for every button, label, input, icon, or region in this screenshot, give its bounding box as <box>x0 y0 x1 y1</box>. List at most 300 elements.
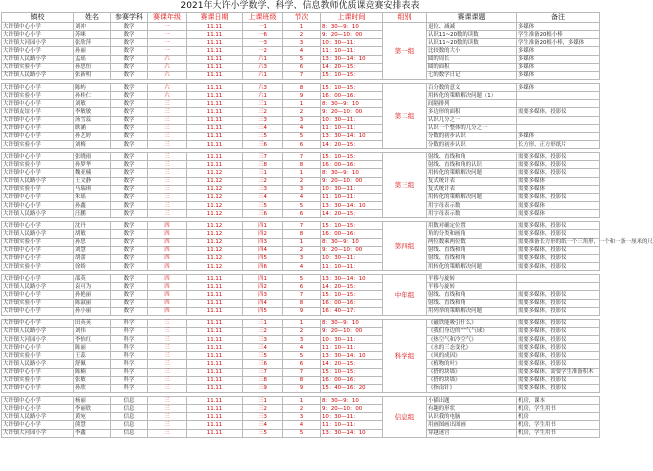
table-cell: 退位、减减 <box>427 23 517 31</box>
table-cell: 田英英 <box>74 319 111 327</box>
table-cell: 分数的初步认识 <box>427 140 517 148</box>
table-cell: 认识11~20数的读数 <box>427 31 517 39</box>
schedule-table <box>1 12 653 438</box>
table-cell: 8 <box>283 83 321 91</box>
table-cell: 科学 <box>111 376 148 384</box>
table-cell: 11.11 <box>187 140 243 148</box>
table-cell: 机房，课本 <box>517 397 600 405</box>
table-cell: 三1 <box>243 169 283 177</box>
table-cell: 长方形、正方形纸片 <box>517 140 600 148</box>
table-cell: 三5 <box>243 201 283 209</box>
table-cell: 用转化的策略解决问题 <box>427 193 517 201</box>
table-cell: 陈淑丽 <box>74 299 111 307</box>
table-cell: 9：20—10：00 <box>321 177 383 185</box>
table-cell: 信息 <box>111 405 148 413</box>
table-row <box>2 397 600 405</box>
table-cell: 张欣萍 <box>74 39 111 47</box>
table-cell: 朱瑶 <box>74 193 111 201</box>
group-label: 第三组 <box>383 153 427 218</box>
table-cell: 8 <box>283 161 321 169</box>
table-row <box>2 360 600 368</box>
table-cell: 数学 <box>111 108 148 116</box>
table-cell: 8：30—9：10 <box>321 397 383 405</box>
table-cell: 孙艺婷 <box>74 132 111 140</box>
table-cell: 15：10—15： <box>321 83 383 91</box>
table-row <box>2 384 600 392</box>
table-cell: 大许镇人民路小学 <box>2 55 74 63</box>
table-cell: 大许镇中心小学 <box>2 222 74 230</box>
table-cell: 用转化的策略解决问题 <box>427 169 517 177</box>
table-cell: 穿越迷宫 <box>427 429 517 437</box>
table-cell: 14：20—15： <box>321 63 383 71</box>
table-cell: 科学 <box>111 384 148 392</box>
table-cell: 数学 <box>111 55 148 63</box>
table-cell: 比较数的大小 <box>427 47 517 55</box>
table-cell: 13：30—14：10 <box>321 275 383 283</box>
table-cell: 大许镇实验小学 <box>2 299 74 307</box>
table-cell: 11.11 <box>187 405 243 413</box>
table-cell: 1 <box>283 169 321 177</box>
table-cell: 需要多媒体，投影仪 <box>517 299 600 307</box>
table-cell: 大许镇实验小学 <box>2 262 74 270</box>
table-row <box>2 246 600 254</box>
table-cell: 大许镇人民路小学 <box>2 327 74 335</box>
table-cell: 六1 <box>243 71 283 79</box>
table-row <box>2 153 600 161</box>
table-cell: 11.12 <box>187 185 243 193</box>
table-cell: 数学 <box>111 116 148 124</box>
table-cell: 数学 <box>111 83 148 91</box>
table-row <box>2 193 600 201</box>
table-cell: 三 <box>148 413 187 421</box>
table-cell: 11.11 <box>187 376 243 384</box>
table-row <box>2 108 600 116</box>
table-row <box>2 201 600 209</box>
table-cell: 7 <box>283 368 321 376</box>
table-cell: 三3 <box>243 413 283 421</box>
table-row <box>2 429 600 437</box>
table-cell: 六 <box>148 92 187 100</box>
table-cell: 杨丽 <box>74 397 111 405</box>
table-cell: 三6 <box>243 210 283 218</box>
table-cell: 需要多媒体，投影仪 <box>517 246 600 254</box>
table-cell: 黄宛 <box>74 413 111 421</box>
table-cell: 7 <box>283 153 321 161</box>
table-cell: 11：10—11： <box>321 421 383 429</box>
table-cell: 需要多媒体，投影仪 <box>517 307 600 315</box>
table-cell <box>517 124 600 132</box>
table-cell: 11.12 <box>187 201 243 209</box>
table-cell: 大许镇人民路小学 <box>2 230 74 238</box>
table-cell: 6 <box>283 63 321 71</box>
table-cell: 六1 <box>243 55 283 63</box>
table-cell: 3 <box>283 39 321 47</box>
table-cell: 三 <box>148 116 187 124</box>
table-cell: 三 <box>148 153 187 161</box>
table-cell: 11.11 <box>187 368 243 376</box>
table-cell: 分数的初步认识 <box>427 132 517 140</box>
table-cell: 四 <box>148 238 187 246</box>
table-cell: 大许镇中心小学 <box>2 254 74 262</box>
table-cell: 14：20—15： <box>321 360 383 368</box>
table-cell: 大许镇中心小学 <box>2 31 74 39</box>
table-cell: 一 <box>148 31 187 39</box>
table-cell: 数学 <box>111 23 148 31</box>
table-cell: 四2 <box>243 283 283 291</box>
table-cell: 汪鹏 <box>74 210 111 218</box>
table-cell: 四 <box>148 275 187 283</box>
table-cell: 11.11 <box>187 83 243 91</box>
table-row <box>2 124 600 132</box>
table-cell: 9 <box>283 384 321 392</box>
table-cell: 多媒体 <box>517 23 600 31</box>
table-cell: 孙欣 <box>74 384 111 392</box>
table-cell: 孙桂仁 <box>74 92 111 100</box>
table-cell: 需要多媒体，投影仪 <box>517 291 600 299</box>
table-cell: 11.11 <box>187 55 243 63</box>
table-cell: 三1 <box>243 100 283 108</box>
table-cell: 5 <box>283 201 321 209</box>
table-cell: 需要多媒体，投影仪 <box>517 262 600 270</box>
table-row <box>2 177 600 185</box>
table-cell: 10：30—11： <box>321 39 383 47</box>
table-row <box>2 100 600 108</box>
table-cell: 一2 <box>243 47 283 55</box>
group-label: 第四组 <box>383 222 427 271</box>
table-cell: 大许镇实验小学 <box>2 140 74 148</box>
table-cell: 六3 <box>243 83 283 91</box>
table-cell: 需要多媒体，投影仪 <box>517 319 600 327</box>
table-cell: 陈屿 <box>74 83 111 91</box>
table-cell: 需要多媒体 <box>517 201 600 209</box>
table-cell: 11.11 <box>187 124 243 132</box>
table-cell: 11.11 <box>187 283 243 291</box>
table-cell: 三 <box>148 132 187 140</box>
table-cell: 科学 <box>111 344 148 352</box>
table-cell: 袁可为 <box>74 283 111 291</box>
table-cell: 信息 <box>111 429 148 437</box>
table-cell: 大许镇中心小学 <box>2 275 74 283</box>
table-cell: 9：20—10：00 <box>321 108 383 116</box>
table-cell: 多媒体 <box>517 47 600 55</box>
table-row <box>2 344 600 352</box>
table-cell: 大许镇大河园小学 <box>2 336 74 344</box>
table-cell: 数学 <box>111 132 148 140</box>
table-cell: 《植物的叶》 <box>427 360 517 368</box>
table-cell: 射线、直线和角 <box>427 291 517 299</box>
table-cell: 四 <box>148 307 187 315</box>
table-cell: 认识我的电脑 <box>427 413 517 421</box>
table-cell: 机房 <box>517 413 600 421</box>
table-cell: 数学 <box>111 230 148 238</box>
table-cell: 魏亚楠 <box>74 169 111 177</box>
table-cell: 《风的成因》 <box>427 352 517 360</box>
table-cell: 10：30—11： <box>321 413 383 421</box>
table-cell: 大许镇实验小学 <box>2 161 74 169</box>
table-row <box>2 39 600 47</box>
table-cell: 10：30—11： <box>321 116 383 124</box>
table-cell: 陈楠 <box>74 368 111 376</box>
table-row <box>2 291 600 299</box>
table-cell: 圆的周长 <box>427 55 517 63</box>
table-cell: 大许镇中心小学 <box>2 384 74 392</box>
table-cell: 用画图画出图画 <box>427 421 517 429</box>
table-cell: 11.11 <box>187 132 243 140</box>
table-cell: 大许镇人民路小学 <box>2 71 74 79</box>
table-cell: 三 <box>148 360 187 368</box>
table-cell: 14：20—15： <box>321 210 383 218</box>
table-cell <box>517 116 600 124</box>
table-cell: 苏咪 <box>74 31 111 39</box>
table-cell: 需要准备长方形的纸一个三角形，一个和一条一厘米的尺 <box>518 239 653 246</box>
table-cell: 学生准备20根小棒 <box>517 31 600 39</box>
table-cell: 大许镇中心小学 <box>2 23 74 31</box>
table-row <box>2 23 600 31</box>
table-cell: 《水的三态变化》 <box>427 344 517 352</box>
table-row <box>2 307 600 315</box>
table-cell: 3 <box>283 116 321 124</box>
table-cell: 《我们身边的“”气气球》 <box>427 327 517 335</box>
table-cell: 数学 <box>111 222 148 230</box>
table-cell: 6 <box>283 210 321 218</box>
table-cell: 孟瑶 <box>74 55 111 63</box>
table-cell: 8：30—9：10 <box>321 319 383 327</box>
table-cell: 三 <box>148 140 187 148</box>
table-cell: 四 <box>148 246 187 254</box>
table-cell: 11.11 <box>187 352 243 360</box>
table-cell: 刘冲 <box>74 23 111 31</box>
table-cell: 大许镇中心小学 <box>2 397 74 405</box>
table-cell: 大许镇人民路小学 <box>2 413 74 421</box>
table-cell <box>517 283 600 291</box>
table-cell: 四 <box>148 283 187 291</box>
table-cell: 大许镇中心小学 <box>2 124 74 132</box>
table-row <box>2 71 600 79</box>
table-cell: 《热空气和冷空气》 <box>427 336 517 344</box>
table-cell: 11.11 <box>187 63 243 71</box>
table-cell: 16：00—16： <box>321 92 383 100</box>
table-cell: 三 <box>148 429 187 437</box>
table-cell: 三2 <box>243 327 283 335</box>
column-header: 上课时间 <box>321 13 383 23</box>
table-cell: 信息 <box>111 421 148 429</box>
column-header: 赛课课题 <box>427 13 517 23</box>
table-cell: 11.11 <box>187 384 243 392</box>
table-row <box>2 116 600 124</box>
table-row <box>2 185 600 193</box>
table-cell: 三2 <box>243 108 283 116</box>
table-cell: 15：10—15： <box>321 291 383 299</box>
table-cell: 三 <box>148 161 187 169</box>
table-cell: 6 <box>283 360 321 368</box>
table-cell: 13：30—14：10 <box>321 352 383 360</box>
table-row <box>2 92 600 100</box>
table-cell: 需要多媒体，投影仪 <box>517 153 600 161</box>
table-cell: 科学 <box>111 327 148 335</box>
table-cell: 11.12 <box>187 262 243 270</box>
table-cell: 三3 <box>243 185 283 193</box>
table-row <box>2 230 600 238</box>
table-row <box>2 352 600 360</box>
table-cell: 数学 <box>111 193 148 201</box>
table-cell: 三4 <box>243 193 283 201</box>
column-header: 节次 <box>283 13 321 23</box>
table-cell: 大许镇实验小学 <box>2 376 74 384</box>
table-cell: 11.11 <box>187 307 243 315</box>
table-cell: 数学 <box>111 185 148 193</box>
table-cell: 5 <box>283 429 321 437</box>
table-cell: 大许镇实验小学 <box>2 63 74 71</box>
table-cell: 11：10—11： <box>321 193 383 201</box>
table-cell: 11.11 <box>187 344 243 352</box>
table-cell: 平移与旋转 <box>427 283 517 291</box>
table-cell: 16：00—16： <box>321 299 383 307</box>
table-cell: 三 <box>148 185 187 193</box>
table-cell: 数学 <box>111 100 148 108</box>
table-cell: 王蕊 <box>74 352 111 360</box>
table-cell: 射线、直线和角 <box>427 246 517 254</box>
table-cell: 11：10—11： <box>321 262 383 270</box>
table-cell: 11：10—11： <box>321 47 383 55</box>
table-cell: 13：30—14：10 <box>321 132 383 140</box>
table-cell: 1 <box>283 100 321 108</box>
table-cell: 大许镇实验小学 <box>2 92 74 100</box>
table-cell: 王文静 <box>74 177 111 185</box>
table-cell: 刘慧 <box>74 246 111 254</box>
table-cell: 数学 <box>111 177 148 185</box>
table-cell <box>517 100 600 108</box>
table-cell: 8 <box>283 376 321 384</box>
table-cell: 1 <box>283 397 321 405</box>
table-cell: 三7 <box>243 368 283 376</box>
table-cell: 三 <box>148 177 187 185</box>
group-label: 信息组 <box>383 397 427 438</box>
table-cell: 《指南针》 <box>427 384 517 392</box>
table-cell: 4 <box>283 421 321 429</box>
table-cell: 3 <box>283 413 321 421</box>
table-row <box>2 368 600 376</box>
table-cell: 11.12 <box>187 246 243 254</box>
table-cell: 射线、直线和角 <box>427 299 517 307</box>
table-cell: 马瑞琪 <box>74 185 111 193</box>
table-cell: 小猫出题 <box>427 397 517 405</box>
table-cell: 11.11 <box>187 31 243 39</box>
table-cell: 四 <box>148 299 187 307</box>
table-cell: 间隔排列 <box>427 100 517 108</box>
table-cell: 徐娇 <box>74 262 111 270</box>
table-cell: 6 <box>283 140 321 148</box>
table-cell: 需要多媒体，投影仪 <box>517 360 600 368</box>
table-cell: 11.11 <box>187 360 243 368</box>
group-label: 中年组 <box>383 275 427 316</box>
table-cell: 三2 <box>243 177 283 185</box>
table-cell: 四4 <box>243 246 283 254</box>
table-cell: 14：20—15： <box>321 283 383 291</box>
table-row <box>2 169 600 177</box>
table-cell: 8：30—9：10 <box>321 169 383 177</box>
table-cell: 9 <box>283 307 321 315</box>
table-cell: 用转化的策略解决问题（1） <box>427 92 517 100</box>
table-cell: 大许镇人民路小学 <box>2 210 74 218</box>
table-cell: 有趣的形状 <box>427 405 517 413</box>
table-cell: 三 <box>148 201 187 209</box>
table-cell: 2 <box>283 327 321 335</box>
table-cell: 1 <box>283 238 321 246</box>
table-cell: 大许镇人民路小学 <box>2 360 74 368</box>
table-cell: 大许镇中心小学 <box>2 344 74 352</box>
table-cell: 13：30—14：10 <box>321 55 383 63</box>
table-cell: 胡蕾 <box>74 254 111 262</box>
table-cell: 4 <box>283 47 321 55</box>
table-cell: 数学 <box>111 291 148 299</box>
table-cell: 11.11 <box>187 397 243 405</box>
table-cell: 张新明 <box>74 71 111 79</box>
column-header: 组别 <box>383 13 427 23</box>
table-cell: 7 <box>283 71 321 79</box>
table-cell: 多媒体 <box>517 55 600 63</box>
table-cell: 三 <box>148 124 187 132</box>
table-cell: 六 <box>148 63 187 71</box>
table-cell: 数学 <box>111 283 148 291</box>
table-cell: 刘伟 <box>74 327 111 335</box>
table-cell: 六1 <box>243 92 283 100</box>
table-cell: 8：30—9：10 <box>321 100 383 108</box>
table-cell: 大许镇大河园小学 <box>2 429 74 437</box>
table-cell: 数学 <box>111 31 148 39</box>
table-cell: 胡敏 <box>74 230 111 238</box>
table-row <box>2 376 600 384</box>
table-row <box>2 238 600 246</box>
table-row <box>2 210 600 218</box>
table-cell: 多媒体 <box>517 71 600 79</box>
table-row <box>2 31 600 39</box>
table-cell: 三3 <box>243 336 283 344</box>
table-cell: 百分数的意义 <box>427 83 517 91</box>
table-cell: 16：00—16： <box>321 230 383 238</box>
table-cell: 两位数乘两位数 <box>427 238 517 246</box>
table-cell: 需要多媒体 <box>517 177 600 185</box>
table-cell: 9：20—10：00 <box>321 246 383 254</box>
table-cell: 机房，学生用书 <box>517 421 600 429</box>
table-cell: 11.11 <box>187 275 243 283</box>
table-cell: 邵英 <box>74 275 111 283</box>
table-cell: 10：30—11： <box>321 254 383 262</box>
table-cell: 数学 <box>111 246 148 254</box>
table-cell: 需要多媒体，需要学生准备积木 <box>517 368 600 376</box>
table-cell: 用转化的策略解决问题 <box>427 262 517 270</box>
table-cell: 大许镇中心小学 <box>2 405 74 413</box>
table-cell: 信息 <box>111 397 148 405</box>
table-cell: 数学 <box>111 299 148 307</box>
table-cell: 15：40—16：20 <box>321 384 383 392</box>
table-cell: 需要多媒体，投影仪 <box>517 336 600 344</box>
table-cell: 六 <box>148 71 187 79</box>
table-cell: 8：30—9：10 <box>321 23 383 31</box>
table-cell: 数学 <box>111 275 148 283</box>
table-cell: 数学 <box>111 238 148 246</box>
table-cell: 《搭的块墙》 <box>427 376 517 384</box>
table-cell: 刘梅 <box>74 140 111 148</box>
table-cell: 大许镇中心小学 <box>2 201 74 209</box>
table-cell: 多边形的面积 <box>427 108 517 116</box>
table-cell: 三 <box>148 368 187 376</box>
table-cell: 用数对确定位置 <box>427 222 517 230</box>
table-cell: 多媒体 <box>517 63 600 71</box>
table-cell: 四3 <box>243 291 283 299</box>
table-cell: 三2 <box>243 405 283 413</box>
table-cell: 2 <box>283 108 321 116</box>
table-cell: 3 <box>283 185 321 193</box>
